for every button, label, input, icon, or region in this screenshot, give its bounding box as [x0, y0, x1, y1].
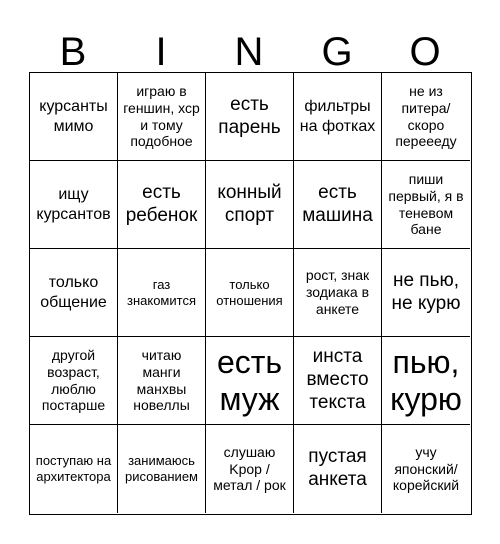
header-letter-o: O — [409, 30, 443, 74]
header-letter-b: B — [59, 30, 89, 74]
bingo-cell[interactable]: есть муж — [206, 337, 294, 425]
bingo-cell[interactable]: курсанты мимо — [30, 73, 118, 161]
bingo-cell[interactable]: газ знакомится — [118, 249, 206, 337]
bingo-cell[interactable]: учу японский/ корейский — [392, 443, 460, 494]
header-letter-n: N — [234, 30, 266, 74]
bingo-cell[interactable]: слушаю Kpop / метал / рок — [206, 425, 294, 513]
bingo-cell[interactable]: играю в геншин, хср и тому подобное — [118, 73, 206, 161]
bingo-cell[interactable]: читаю манги манхвы новеллы — [118, 337, 206, 425]
bingo-cell[interactable]: рост, знак зодиака в анкете — [294, 249, 382, 337]
bingo-cell[interactable]: занимаюсь рисованием — [118, 425, 206, 513]
header-letter-i: I — [155, 30, 169, 74]
bingo-cell[interactable]: пиши первый, я в теневом бане — [382, 161, 470, 249]
bingo-cell[interactable]: только отношения — [206, 249, 294, 337]
bingo-grid — [29, 72, 472, 515]
bingo-cell[interactable]: другой возраст, люблю постарше — [30, 337, 118, 425]
bingo-cell[interactable]: конный спорт — [206, 161, 294, 249]
bingo-cell[interactable]: ищу курсантов — [30, 161, 118, 249]
bingo-cell[interactable]: не пью, не курю — [382, 249, 470, 337]
bingo-cell[interactable]: есть парень — [206, 73, 294, 161]
bingo-cell[interactable]: есть машина — [294, 161, 382, 249]
bingo-cell[interactable]: не из питера/ скоро переееду — [382, 73, 470, 161]
bingo-cell[interactable]: пустая анкета — [294, 425, 382, 513]
bingo-cell[interactable]: инста вместо текста — [294, 337, 382, 425]
header-letter-g: G — [321, 30, 355, 74]
bingo-cell[interactable]: только общение — [30, 249, 118, 337]
bingo-cell[interactable]: есть ребенок — [118, 161, 206, 249]
bingo-cell[interactable]: пью, курю — [382, 337, 470, 425]
bingo-cell[interactable]: фильтры на фотках — [294, 73, 382, 161]
bingo-cell[interactable]: поступаю на архитектора — [30, 425, 118, 513]
